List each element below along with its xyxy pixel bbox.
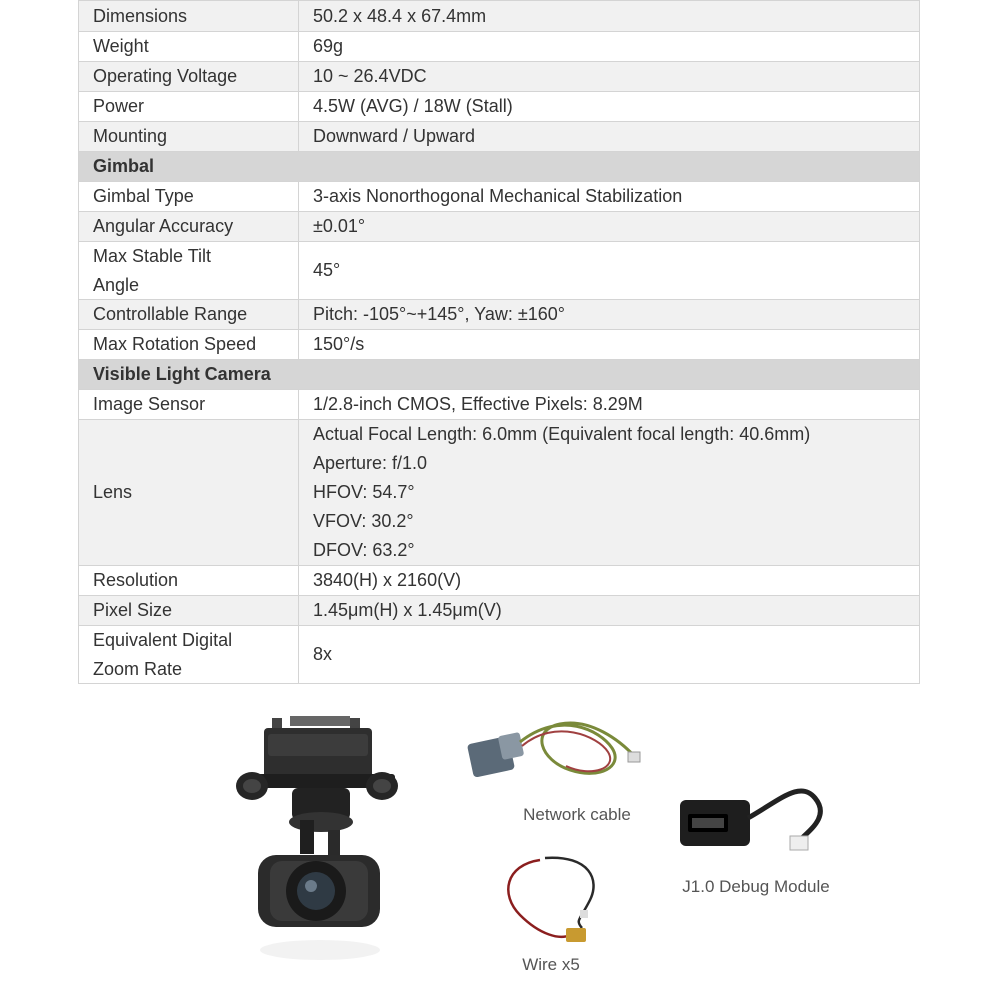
spec-row-image-sensor [78,390,920,420]
spec-value: 3-axis Nonorthogonal Mechanical Stabilization [313,186,683,206]
spec-label: Controllable Range [79,300,299,329]
lens-line: DFOV: 63.2° [313,540,415,560]
lens-line: HFOV: 54.7° [313,482,415,502]
spec-label: Weight [79,32,299,61]
spec-value: ±0.01° [313,216,366,236]
spec-label: Power [79,92,299,121]
network-cable-caption: Network cable [523,805,631,824]
section-heading-gimbal: Gimbal [78,152,920,182]
spec-label: Resolution [79,566,299,595]
package-illustration [0,690,1000,1000]
spec-value: 45° [313,260,341,280]
debug-module-caption: J1.0 Debug Module [682,877,830,896]
spec-row-angular-accuracy [78,212,920,242]
spec-row-controllable-range [78,300,920,330]
debug-module-image [680,791,820,850]
spec-label: Lens [79,420,299,565]
spec-row-gimbal-type [78,182,920,212]
spec-label: Image Sensor [79,390,299,419]
spec-row-max-rotation-speed [78,330,920,360]
lens-line: Aperture: f/1.0 [313,453,428,473]
package-contents [0,690,1000,1000]
spec-value: 3840(H) x 2160(V) [313,570,462,590]
spec-row-operating-voltage [78,62,920,92]
spec-value: 1.45μm(H) x 1.45μm(V) [313,600,502,620]
spec-label: Angular Accuracy [79,212,299,241]
lens-line: Actual Focal Length: 6.0mm (Equivalent focal length: 40.6mm) [313,424,811,444]
spec-label: Operating Voltage [79,62,299,91]
wire-caption: Wire x5 [522,955,580,974]
wire-image [508,858,593,942]
spec-value: 50.2 x 48.4 x 67.4mm [313,5,487,26]
spec-row-power [78,92,920,122]
spec-value-lines [299,420,919,565]
section-heading-visible-light-camera: Visible Light Camera [78,360,920,390]
spec-label: Max Rotation Speed [79,330,299,359]
spec-value: Pitch: -105°~+145°, Yaw: ±160° [313,304,565,324]
spec-value: Downward / Upward [313,126,476,146]
spec-label: Dimensions [79,1,299,31]
spec-label: Equivalent Digital Zoom Rate [79,626,299,683]
spec-value: 10 ~ 26.4VDC [313,66,427,86]
spec-row-pixel-size [78,596,920,626]
spec-value: 150°/s [313,334,365,354]
gimbal-camera-image [236,716,398,960]
spec-row-equivalent-digital-zoom-rate [78,626,920,684]
spec-row-weight [78,32,920,62]
network-cable-image [467,723,640,778]
lens-line: VFOV: 30.2° [313,511,414,531]
spec-label: Mounting [79,122,299,151]
spec-row-lens [78,420,920,566]
spec-value: 69g [313,36,344,56]
spec-row-resolution [78,566,920,596]
spec-value: 8x [313,644,333,664]
spec-row-dimensions [78,1,920,32]
spec-value: 1/2.8-inch CMOS, Effective Pixels: 8.29M [313,394,643,414]
spec-table [78,0,920,684]
spec-row-max-stable-tilt-angle [78,242,920,300]
spec-label: Pixel Size [79,596,299,625]
spec-row-mounting [78,122,920,152]
spec-label: Gimbal Type [79,182,299,211]
spec-label: Max Stable Tilt Angle [79,242,299,299]
spec-value: 4.5W (AVG) / 18W (Stall) [313,96,513,116]
